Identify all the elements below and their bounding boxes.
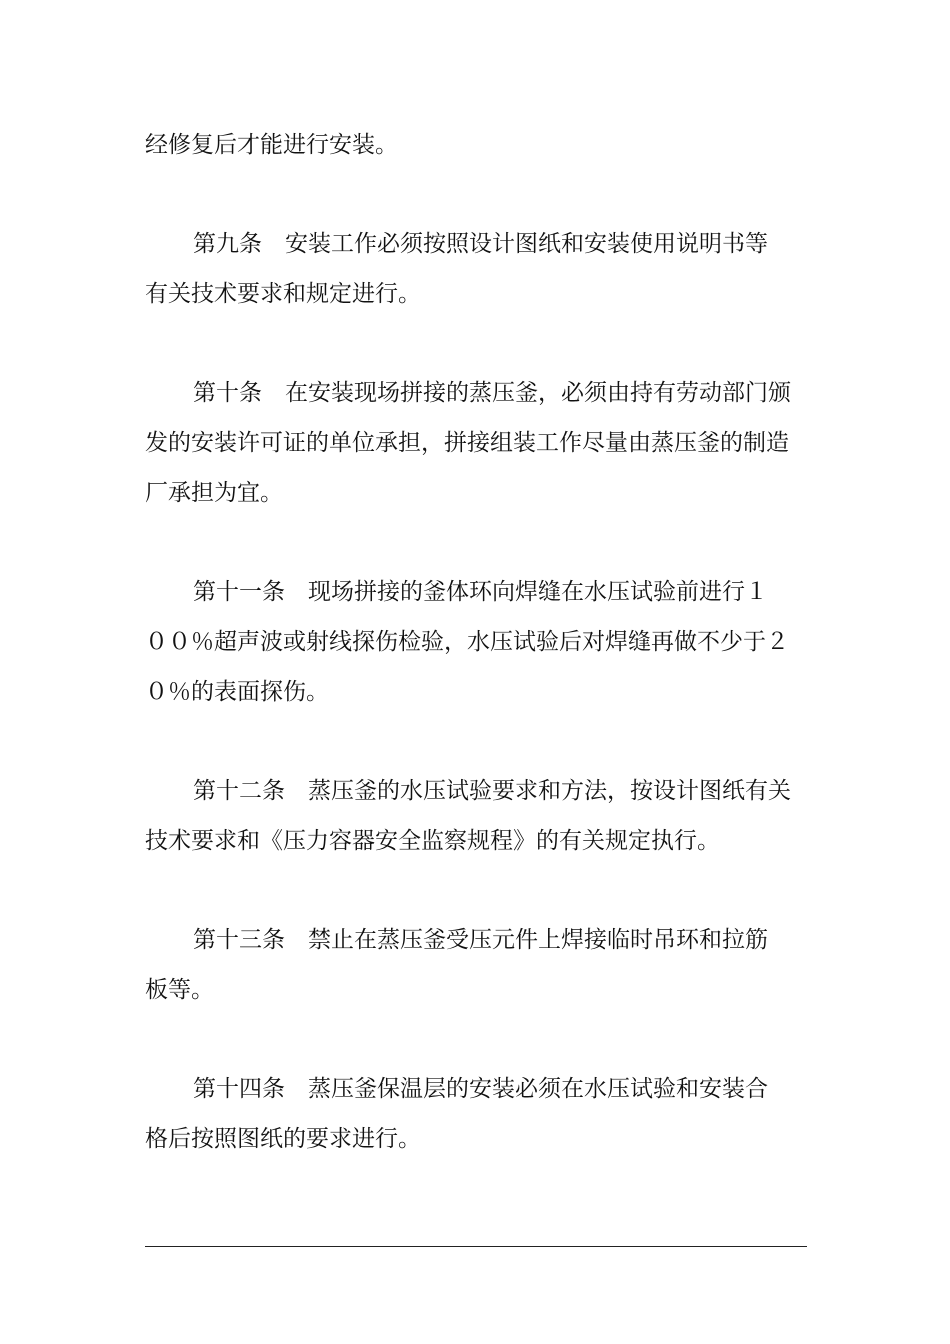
article-11-line-2: ００％超声波或射线探伤检验，水压试验后对焊缝再做不少于２ [145, 629, 789, 655]
article-12-line-1: 第十二条 蒸压釜的水压试验要求和方法，按设计图纸有关 [193, 778, 791, 804]
article-14-line-1: 第十四条 蒸压釜保温层的安装必须在水压试验和安装合 [193, 1076, 768, 1102]
article-11-line-3: ０％的表面探伤。 [145, 679, 329, 705]
article-9-line-1: 第九条 安装工作必须按照设计图纸和安装使用说明书等 [193, 231, 768, 257]
article-9-line-2: 有关技术要求和规定进行。 [145, 281, 421, 307]
article-10-line-3: 厂承担为宜。 [145, 480, 283, 506]
paragraph-continued-line-1: 经修复后才能进行安装。 [145, 132, 398, 158]
article-12-line-2: 技术要求和《压力容器安全监察规程》的有关规定执行。 [145, 828, 720, 854]
article-10-line-1: 第十条 在安装现场拼接的蒸压釜，必须由持有劳动部门颁 [193, 380, 791, 406]
article-11-line-1: 第十一条 现场拼接的釜体环向焊缝在水压试验前进行１ [193, 579, 768, 605]
article-14-line-2: 格后按照图纸的要求进行。 [145, 1126, 421, 1152]
article-10-line-2: 发的安装许可证的单位承担，拼接组装工作尽量由蒸压釜的制造 [145, 430, 789, 456]
footer-divider [145, 1246, 807, 1247]
article-13-line-1: 第十三条 禁止在蒸压釜受压元件上焊接临时吊环和拉筋 [193, 927, 768, 953]
article-13-line-2: 板等。 [145, 977, 214, 1003]
